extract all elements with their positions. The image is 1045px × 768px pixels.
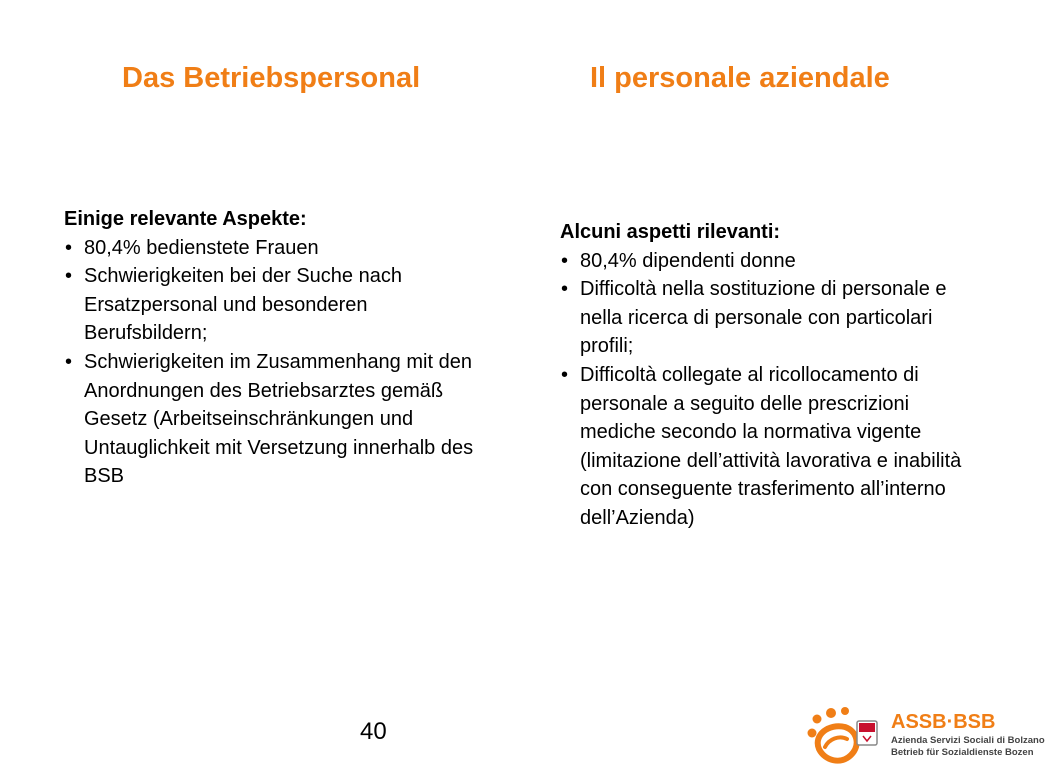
german-column: [64, 205, 484, 491]
assb-bsb-logo: [805, 705, 1045, 765]
italian-heading: Alcuni aspetti rilevanti:: [560, 221, 781, 243]
list-item: • Schwierigkeiten bei der Suche nach Ersatzpersonal und besonderen Berufsbildern;: [64, 262, 484, 348]
logo-subtitle-italian: Azienda Servizi Sociali di Bolzano: [891, 735, 1045, 746]
list-item: • 80,4% bedienstete Frauen: [64, 234, 484, 263]
german-bullet-list: [64, 234, 484, 491]
logo-subtitle-german: Betrieb für Sozialdienste Bozen: [891, 747, 1034, 758]
page-number: 40: [360, 718, 387, 745]
assb-bsb-logo-icon: [805, 705, 885, 765]
list-item: • Difficoltà nella sostituzione di personale e nella ricerca di personale con particolari profili;: [560, 275, 980, 361]
italian-bullet-list: [560, 247, 980, 533]
italian-column: [560, 218, 980, 533]
german-heading: Einige relevante Aspekte:: [64, 208, 307, 230]
list-item: • Schwierigkeiten im Zusammenhang mit den Anordnungen des Betriebsarztes gemäß Gesetz (Arbeitseinschränkungen und Untauglichkeit mit Versetzung innerhalb des BSB: [64, 348, 484, 491]
list-item: • 80,4% dipendenti donne: [560, 247, 980, 276]
logo-name: ASSB·BSB: [891, 711, 996, 733]
title-italian: Il personale aziendale: [590, 62, 890, 94]
title-german: Das Betriebspersonal: [122, 62, 421, 94]
list-item: • Difficoltà collegate al ricollocamento di personale a seguito delle prescrizioni mediche secondo la normativa vigente (limitazione dell’attività lavorativa e inabilità con conseguente trasferimento all’interno dell’Azienda): [560, 361, 980, 533]
